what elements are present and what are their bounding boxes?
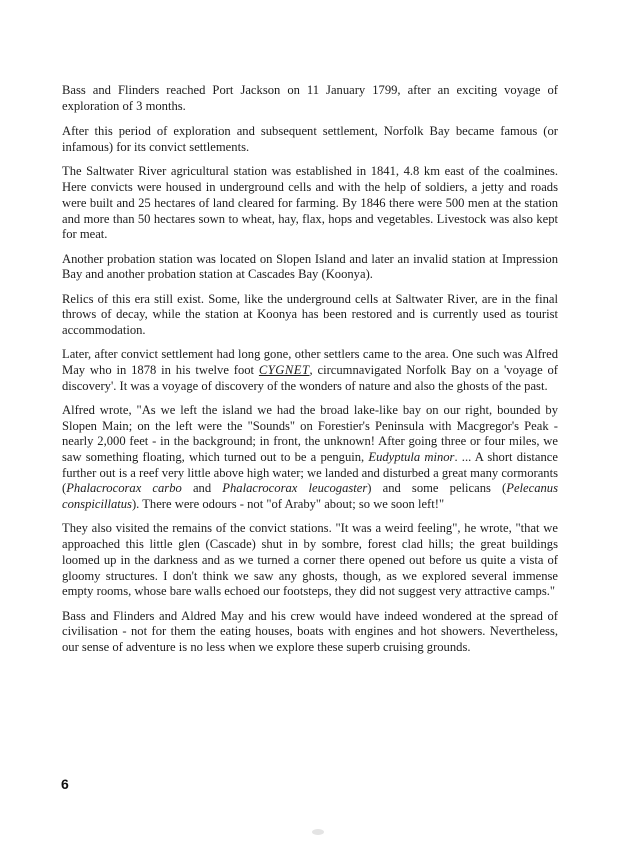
text-run: and (181, 481, 223, 496)
species-name: Pelecanus conspicillatus (62, 481, 559, 512)
page-number: 6 (61, 776, 69, 792)
text-run: Alfred wrote, "As we left the island we had the broad lake-like bay on our right, bounded by Slopen Main; on the left were the "Sounds" on Forestier's Peninsula with Macgregor's Peak - nearly 2,000 feet - in the background; in front, the unknown! After going three or four miles, we saw something floating, which turned out to be a penguin, (62, 402, 558, 465)
paragraph-alfred-quote (62, 403, 558, 513)
paragraph-alfred-may (62, 347, 558, 394)
paragraph-convict-stations-visit: They also visited the remains of the convict stations. "It was a weird feeling", he wrote, "that we approached this little glen (Cascade) shut in by sombre, forest clad hills; the great buildings loomed up in the darkness and as we turned a corner there opened out before us quite a vista of gloomy structures. I don't think we saw any ghosts, though, as we explored several immense empty rooms, whose bare walls echoed our footsteps, they did not suggest very attractive camps." (62, 521, 558, 599)
species-name: Phalacrocorax leucogaster (222, 481, 368, 496)
scan-smudge (312, 829, 324, 835)
species-name: Eudyptula minor (368, 450, 455, 465)
text-run: Later, after convict settlement had long gone, other settlers came to the area. One such was Alfred May who in 1878 in his twelve foot (62, 347, 558, 377)
paragraph-conclusion: Bass and Flinders and Aldred May and his crew would have indeed wondered at the spread of civilisation - not for them the eating houses, boats with engines and hot showers. Nevertheless, our sense of adventure is no less when we explore these superb cruising grounds. (62, 608, 558, 654)
paragraph-relics: Relics of this era still exist. Some, like the underground cells at Saltwater River, are in the final throws of decay, while the station at Koonya has been restored and is currently used as tourist accommodation. (62, 291, 558, 337)
text-run: . ... A short distance further out is a reef very little above high water; we landed and disturbed a great many cormorants ( (62, 450, 558, 496)
paragraph-saltwater-river: The Saltwater River agricultural station was established in 1841, 4.8 km east of the coalmines. Here convicts were housed in underground cells and with the help of soldiers, a jetty and roads were built and 25 hectares of land cleared for farming. By 1846 there were 500 men at the station and more than 50 hectares sown to wheat, hay, flax, hops and vegetables. Livestock was also kept for meat. (62, 164, 558, 242)
ship-name: CYGNET (258, 362, 310, 377)
paragraph-norfolk-bay: After this period of exploration and subsequent settlement, Norfolk Bay became famous (or infamous) for its convict settlements. (62, 124, 558, 155)
paragraph-probation-stations: Another probation station was located on Slopen Island and later an invalid station at Impression Bay and another probation station at Cascades Bay (Koonya). (62, 251, 558, 282)
species-name: Phalacrocorax carbo (66, 481, 182, 496)
text-run: ). There were odours - not "of Araby" about; so we soon left!" (131, 497, 445, 512)
paragraph-bass-flinders-arrival: Bass and Flinders reached Port Jackson on 11 January 1799, after an exciting voyage of exploration of 3 months. (62, 83, 558, 113)
text-run: ) and some pelicans ( (367, 481, 507, 496)
body-text (62, 83, 558, 664)
text-run: , circumnavigated Norfolk Bay on a 'voyage of discovery'. It was a voyage of discovery of the wonders of nature and also the ghosts of the past. (62, 362, 558, 393)
